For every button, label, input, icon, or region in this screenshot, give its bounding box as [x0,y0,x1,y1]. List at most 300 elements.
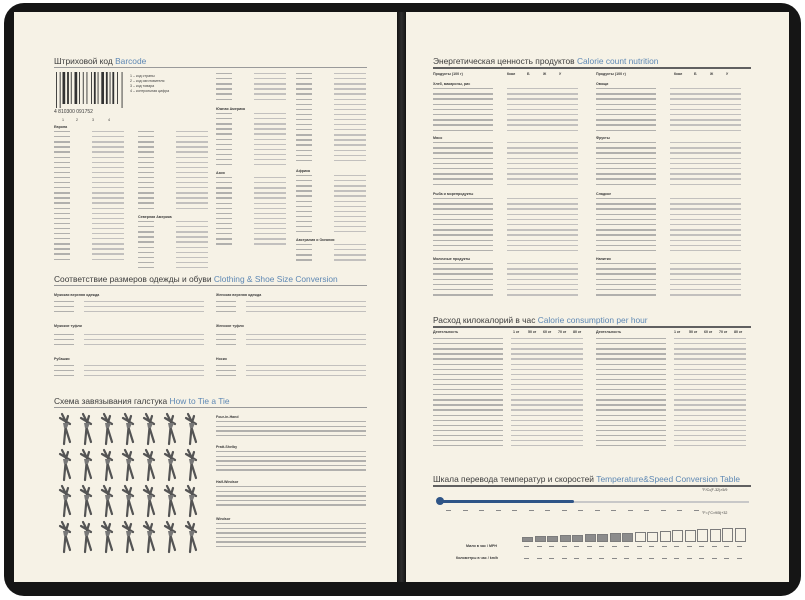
scale-title: Шкала перевода температур и скоростей Temperature&Speed Conversion Table [433,474,740,484]
fine-print-row [216,149,286,150]
speed-block [672,530,683,542]
speed-value-mark [687,558,692,559]
fine-print-row [596,289,741,290]
fine-print-row [216,177,286,178]
fine-print-row [596,240,741,241]
speed-block [647,532,658,543]
fine-print-row [138,202,208,203]
fine-print-row [216,123,286,124]
fine-print-row [216,311,366,312]
speed-value-mark [574,546,579,547]
fine-print-row [216,83,286,84]
fine-print-row [296,211,366,212]
speed-value-mark [737,546,742,547]
fine-print-row [296,88,366,89]
speed-block [547,536,558,542]
fine-print-row [216,73,286,74]
speed-value-mark [637,558,642,559]
fine-print-row [596,234,741,235]
cal-group-sweets: Сладкое [596,192,612,196]
fine-print-row [138,267,208,268]
fine-print-row [216,469,366,470]
fine-print-row [216,546,366,547]
fine-print-row [296,254,366,255]
size-group-women-shoes: Женские туфли [216,324,244,328]
cal-group-drinks: Напитки [596,257,611,261]
speed-block [735,528,746,542]
fine-print-row [596,208,741,209]
fine-print-row [596,152,741,153]
speed-value-mark [549,546,554,547]
fine-print-row [296,231,366,232]
fine-print-row [54,253,124,254]
speed-value-mark [724,558,729,559]
fine-print-row [138,157,208,158]
fine-print-row [433,268,578,269]
fine-print-row [138,172,208,173]
fine-print-row [433,214,578,215]
fine-print-row [54,192,124,193]
fine-print-row [216,537,366,538]
fine-print-row [596,374,746,375]
book-spine [398,12,405,582]
fine-print-row [433,119,578,120]
fine-print-row [596,109,741,110]
fine-print-row [433,178,578,179]
fine-print-row [596,263,741,264]
fine-print-row [433,224,578,225]
fine-print-row [296,185,366,186]
fine-print-row [596,214,741,215]
fine-print-row [296,155,366,156]
barcode-title: Штриховой код Barcode [54,56,147,66]
fine-print-row [596,158,741,159]
fine-print-row [216,306,366,307]
temperature-tick [545,510,550,511]
speed-block [522,537,533,542]
fine-print-row [216,465,366,466]
fine-print-row [216,365,366,366]
region-north-america: Северная Америка [138,215,172,219]
fine-print-row [216,495,366,496]
fine-print-row [138,167,208,168]
fine-print-row [216,99,286,100]
barcode-image [54,72,126,110]
fine-print-row [138,236,208,237]
cal-group-bread: Хлеб, макароны, рис [433,82,471,86]
cal-group-fish: Рыба и морепродукты [433,192,474,196]
fine-print-row [433,399,583,400]
fine-print-row [296,73,366,74]
fine-print-row [433,384,583,385]
fine-print-row [216,435,366,436]
fine-print-row [596,369,746,370]
fine-print-row [433,104,578,105]
fine-print-row [296,226,366,227]
speed-value-mark [537,558,542,559]
tie-diagrams [54,412,204,562]
fine-print-row [296,134,366,135]
temperature-tick [479,510,484,511]
fine-print-row [296,144,366,145]
speed-value-mark [737,558,742,559]
fine-print-row [296,175,366,176]
region-africa: Африка [296,169,310,173]
fine-print-row [54,238,124,239]
fine-print-row [296,109,366,110]
speed-value-mark [612,546,617,547]
fine-print-row [596,224,741,225]
fine-print-row [54,228,124,229]
speed-block [635,532,646,542]
fine-print-row [596,124,741,125]
fine-print-row [596,445,746,446]
cal-group-meat: Мясо [433,136,443,140]
fine-print-row [54,218,124,219]
fine-print-row [596,93,741,94]
fine-print-row [216,197,286,198]
fine-print-row [596,430,746,431]
fine-print-row [433,394,583,395]
fine-print-row [138,197,208,198]
fine-print-row [216,421,366,422]
speed-block [622,533,633,542]
fine-print-row [54,202,124,203]
burn-rule [433,326,751,328]
fine-print-row [433,203,578,204]
fine-print-row [54,131,124,132]
speed-value-mark [724,546,729,547]
fine-print-row [433,184,578,185]
fine-print-row [433,198,578,199]
fine-print-row [433,440,583,441]
fine-print-row [433,348,583,349]
temperature-tick [463,510,468,511]
fine-print-row [596,348,746,349]
fine-print-row [596,384,746,385]
speed-value-mark [524,558,529,559]
fine-print-row [433,234,578,235]
speed-block [597,534,608,542]
fine-print-row [433,374,583,375]
fine-print-row [296,150,366,151]
fine-print-row [596,279,741,280]
speed-block [697,529,708,542]
barcode-rule [54,67,367,68]
calories-rule [433,67,751,69]
temperature-tick [496,510,501,511]
fine-print-row [216,78,286,79]
size-group-women-outer: Женская верхняя одежда [216,293,262,297]
fine-print-row [216,504,366,505]
fine-print-row [216,456,366,457]
speed-block [685,530,696,542]
fine-print-row [54,344,204,345]
fine-print-row [216,187,286,188]
fine-print-row [54,365,204,366]
speed-value-mark [674,546,679,547]
fine-print-row [138,231,208,232]
temperature-tick [661,510,666,511]
speed-block [610,533,621,542]
speed-value-mark [524,546,529,547]
fine-print-row [296,129,366,130]
speed-value-mark [587,558,592,559]
fine-print-row [54,213,124,214]
speed-value-mark [624,558,629,559]
fine-print-row [433,173,578,174]
fine-print-row [216,430,366,431]
fine-print-row [433,147,578,148]
fine-print-row [138,247,208,248]
fine-print-row [433,88,578,89]
speed-value-mark [699,558,704,559]
fine-print-row [216,203,286,204]
fine-print-row [216,375,366,376]
size-group-socks: Носки [216,357,227,361]
fine-print-row [296,119,366,120]
fine-print-row [596,294,741,295]
fine-print-row [54,151,124,152]
fine-print-row [433,343,583,344]
fine-print-row [433,245,578,246]
barcode-digits: 4 810300 091752 [54,109,93,115]
sizes-title: Соответствие размеров одежды и обуви Clothing & Shoe Size Conversion [54,274,338,284]
fine-print-row [138,141,208,142]
fine-print-row [216,213,286,214]
fine-print-row [596,399,746,400]
fine-print-row [433,284,578,285]
fine-print-row [596,163,741,164]
speed-block [710,529,721,542]
fine-print-row [596,389,746,390]
fine-print-row [216,528,366,529]
fine-print-row [54,223,124,224]
temperature-tick [578,510,583,511]
burn-title: Расход килокалорий в час Calorie consumption per hour [433,315,648,325]
fine-print-row [138,252,208,253]
fine-print-row [216,370,366,371]
fine-print-row [433,240,578,241]
fine-print-row [596,88,741,89]
fine-print-row [433,263,578,264]
fine-print-row [216,139,286,140]
speed-value-mark [637,546,642,547]
fine-print-row [54,197,124,198]
fine-print-row [433,435,583,436]
speed-value-mark [699,546,704,547]
fine-print-row [54,167,124,168]
fine-print-row [296,249,366,250]
fine-print-row [216,532,366,533]
fine-print-row [296,139,366,140]
speed-value-mark [562,558,567,559]
fine-print-row [296,160,366,161]
fine-print-row [433,279,578,280]
fine-print-row [54,259,124,260]
fine-print-row [216,451,366,452]
fine-print-row [296,104,366,105]
fine-print-row [216,426,366,427]
temperature-fill [439,500,574,503]
fine-print-row [138,226,208,227]
fine-print-row [216,93,286,94]
fine-print-row [596,203,741,204]
speed-value-mark [599,546,604,547]
speed-value-mark [687,546,692,547]
fine-print-row [433,404,583,405]
fine-print-row [138,162,208,163]
fine-print-row [216,243,286,244]
speed-value-mark [612,558,617,559]
fine-print-row [54,306,204,307]
fine-print-row [596,173,741,174]
fine-print-row [138,136,208,137]
tie-rule [54,407,367,408]
left-page: Штриховой код Barcode 4 810300 091752 1 2 3 4 1 – код страны 2 – код изготовителя 3 – код товара 4 – контрольная цифра Европа Северная Америка Южная Америка Азия Африка Австралия и Океания Соответствие размеров одежды и обуви Clothing & Shoe Size Conversion Мужская верхняя одежда Женская верхняя одежда Мужские туфли Женские туфли Рубашки Носки Схема завязывания галстука How to Tie a Tie Four-in-Hand Pratt-Shelby Half-Windsor Windsor [14,12,397,582]
fine-print-row [433,114,578,115]
speed-value-mark [562,546,567,547]
fine-print-row [433,273,578,274]
cal-group-fruits: Фрукты [596,136,610,140]
fine-print-row [596,219,741,220]
fine-print-row [433,379,583,380]
fine-print-row [596,353,746,354]
fine-print-row [216,118,286,119]
temperature-tick [677,510,682,511]
knot-four-in-hand: Four-in-Hand [216,415,239,419]
temperature-tick [611,510,616,511]
fine-print-row [433,289,578,290]
knot-windsor: Windsor [216,517,231,521]
fine-print-row [216,192,286,193]
fine-print-row [596,114,741,115]
fine-print-row [54,177,124,178]
fine-print-row [596,425,746,426]
fine-print-row [596,415,746,416]
fine-print-row [596,104,741,105]
fine-print-row [216,334,366,335]
fine-print-row [596,119,741,120]
speed-value-mark [574,558,579,559]
fine-print-row [296,124,366,125]
formula-c-to-f: °F=(°C×9/5)+32 [702,511,728,515]
fine-print-row [596,245,741,246]
fine-print-row [138,177,208,178]
right-page: Энергетическая ценность продуктов Calorie count nutrition Продукты (100 г) Ккал Б Ж У Продукты (100 г) Ккал Б Ж У Хлеб, макароны, рис Мясо Рыба и морепродукты Молочные продукты Овощи Фрукты Сладкое Напитки Расход килокалорий в час Calorie consumption per hour Деятельность 1 кг 50 кг 60 кг 70 кг 80 кг Деятельность 1 кг 50 кг 60 кг 70 кг 80 кг Шкала перевода температур и скоростей Temperature&Speed Conversion Table °F/C•(F-32)×5/9 °F=(°C×9/5)+32 Мили в час / MPH Километры в час / km/h [406,12,789,582]
kmh-label: Километры в час / km/h [456,556,499,560]
fine-print-row [433,425,583,426]
fine-print-row [596,147,741,148]
fine-print-row [54,248,124,249]
speed-block [572,535,583,542]
fine-print-row [433,93,578,94]
fine-print-row [433,142,578,143]
fine-print-row [433,445,583,446]
fine-print-row [433,369,583,370]
fine-print-row [596,198,741,199]
region-europe: Европа [54,125,68,129]
size-group-men-shoes: Мужские туфли [54,324,82,328]
fine-print-row [296,99,366,100]
fine-print-row [216,88,286,89]
fine-print-row [596,178,741,179]
speed-value-mark [599,558,604,559]
fine-print-row [216,218,286,219]
speed-value-mark [624,546,629,547]
fine-print-row [596,343,746,344]
temperature-tick [446,510,451,511]
temperature-tick [644,510,649,511]
scale-rule [433,485,751,487]
fine-print-row [596,229,741,230]
fine-print-row [216,223,286,224]
knot-pratt-shelby: Pratt-Shelby [216,445,238,449]
speed-block [660,531,671,542]
fine-print-row [216,144,286,145]
fine-print-row [216,238,286,239]
fine-print-row [216,159,286,160]
fine-print-row [216,486,366,487]
fine-print-row [216,182,286,183]
fine-print-row [433,415,583,416]
fine-print-row [433,430,583,431]
speed-block [722,528,733,542]
fine-print-row [138,257,208,258]
formula-f-to-c: °F/C•(F-32)×5/9 [702,488,728,492]
fine-print-row [433,163,578,164]
fine-print-row [433,109,578,110]
fine-print-row [296,93,366,94]
fine-print-row [54,301,204,302]
speed-value-mark [712,546,717,547]
fine-print-row [596,440,746,441]
fine-print-row [54,187,124,188]
fine-print-row [596,379,746,380]
fine-print-row [138,241,208,242]
fine-print-row [138,208,208,209]
region-asia: Азия [216,171,225,175]
fine-print-row [138,192,208,193]
fine-print-row [54,136,124,137]
fine-print-row [138,131,208,132]
fine-print-row [54,339,204,340]
fine-print-row [596,435,746,436]
fine-print-row [216,523,366,524]
fine-print-row [54,334,204,335]
fine-print-row [296,195,366,196]
fine-print-row [296,201,366,202]
fine-print-row [216,154,286,155]
fine-print-row [596,394,746,395]
fine-print-row [138,221,208,222]
fine-print-row [596,98,741,99]
speed-block [560,535,571,542]
temperature-tick [562,510,567,511]
fine-print-row [433,294,578,295]
fine-print-row [138,182,208,183]
region-south-america: Южная Америка [216,107,246,111]
cal-group-vegetables: Овощи [596,82,609,86]
fine-print-row [296,216,366,217]
temperature-tick [529,510,534,511]
calories-title: Энергетическая ценность продуктов Calorie count nutrition [433,56,659,66]
fine-print-row [54,172,124,173]
fine-print-row [596,184,741,185]
fine-print-row [54,311,204,312]
fine-print-row [433,124,578,125]
fine-print-row [216,233,286,234]
